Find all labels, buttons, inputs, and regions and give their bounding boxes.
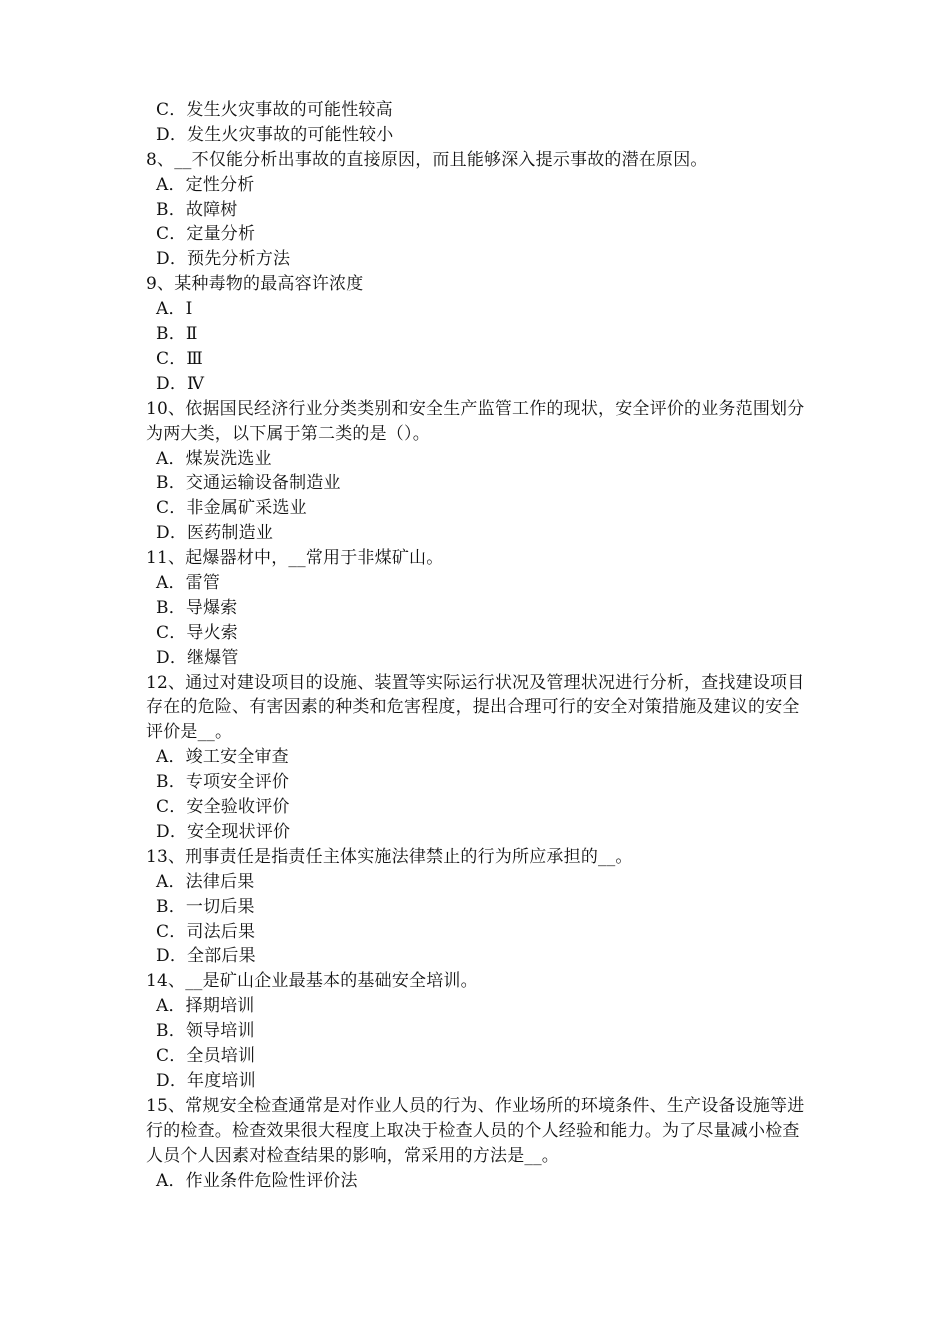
- question-11: 11、起爆器材中，__常用于非煤矿山。: [146, 548, 444, 569]
- option-c: C．非金属矿采选业: [156, 498, 307, 519]
- option-d: D．全部后果: [156, 946, 256, 967]
- question-10: 10、依据国民经济行业分类类别和安全生产监管工作的现状，安全评价的业务范围划分为两大类，以下属于第二类的是（）。: [146, 398, 805, 444]
- option-d: D．发生火灾事故的可能性较小: [156, 124, 394, 145]
- option-b: B．一切后果: [156, 896, 255, 917]
- option-c: C．导火索: [156, 622, 239, 643]
- option-d: D．年度培训: [156, 1070, 256, 1091]
- option-d: D．预先分析方法: [156, 249, 291, 270]
- option-d: D．继爆管: [156, 647, 239, 668]
- option-b: B．导爆索: [156, 597, 238, 618]
- option-a: A．作业条件危险性评价法: [156, 1170, 358, 1191]
- option-b: B．故障树: [156, 199, 238, 220]
- option-b: B．Ⅱ: [156, 324, 198, 345]
- option-c: C．发生火灾事故的可能性较高: [156, 100, 393, 120]
- option-c: C．司法后果: [156, 921, 256, 942]
- option-b: B．领导培训: [156, 1021, 255, 1042]
- question-14: 14、__是矿山企业最基本的基础安全培训。: [146, 971, 478, 992]
- question-12: 12、通过对建设项目的设施、装置等实际运行状况及管理状况进行分析，查找建设项目存在的危险、有害因素的种类和危害程度，提出合理可行的安全对策措施及建议的安全评价是__。: [146, 672, 805, 743]
- question-9: 9、某种毒物的最高容许浓度: [146, 274, 364, 295]
- question-8: 8、__不仅能分析出事故的直接原因，而且能够深入提示事故的潜在原因。: [146, 149, 708, 170]
- option-a: A．法律后果: [156, 871, 255, 892]
- option-a: A．雷管: [156, 573, 221, 593]
- question-15: 15、常规安全检查通常是对作业人员的行为、作业场所的环境条件、生产设备设施等进行的检查。检查效果很大程度上取决于检查人员的个人经验和能力。为了尽量减小检查人员个人因素对检查结果的影响，常采用的方法是__。: [146, 1095, 805, 1166]
- option-c: C．安全验收评价: [156, 797, 290, 818]
- option-c: C．全员培训: [156, 1046, 256, 1066]
- option-c: C．定量分析: [156, 224, 256, 245]
- option-a: A．竣工安全审查: [156, 747, 289, 768]
- option-b: B．交通运输设备制造业: [156, 473, 341, 494]
- option-a: A．择期培训: [156, 996, 255, 1017]
- question-list: [146, 98, 816, 1193]
- question-13: 13、刑事责任是指责任主体实施法律禁止的行为所应承担的__。: [146, 846, 633, 867]
- option-a: A．定性分析: [156, 174, 255, 195]
- option-d: D．Ⅳ: [156, 373, 205, 394]
- option-a: A．Ⅰ: [156, 299, 193, 320]
- option-a: A．煤炭洗选业: [156, 448, 272, 469]
- option-d: D．安全现状评价: [156, 821, 291, 842]
- option-d: D．医药制造业: [156, 523, 274, 544]
- option-c: C．Ⅲ: [156, 348, 204, 369]
- option-b: B．专项安全评价: [156, 772, 290, 793]
